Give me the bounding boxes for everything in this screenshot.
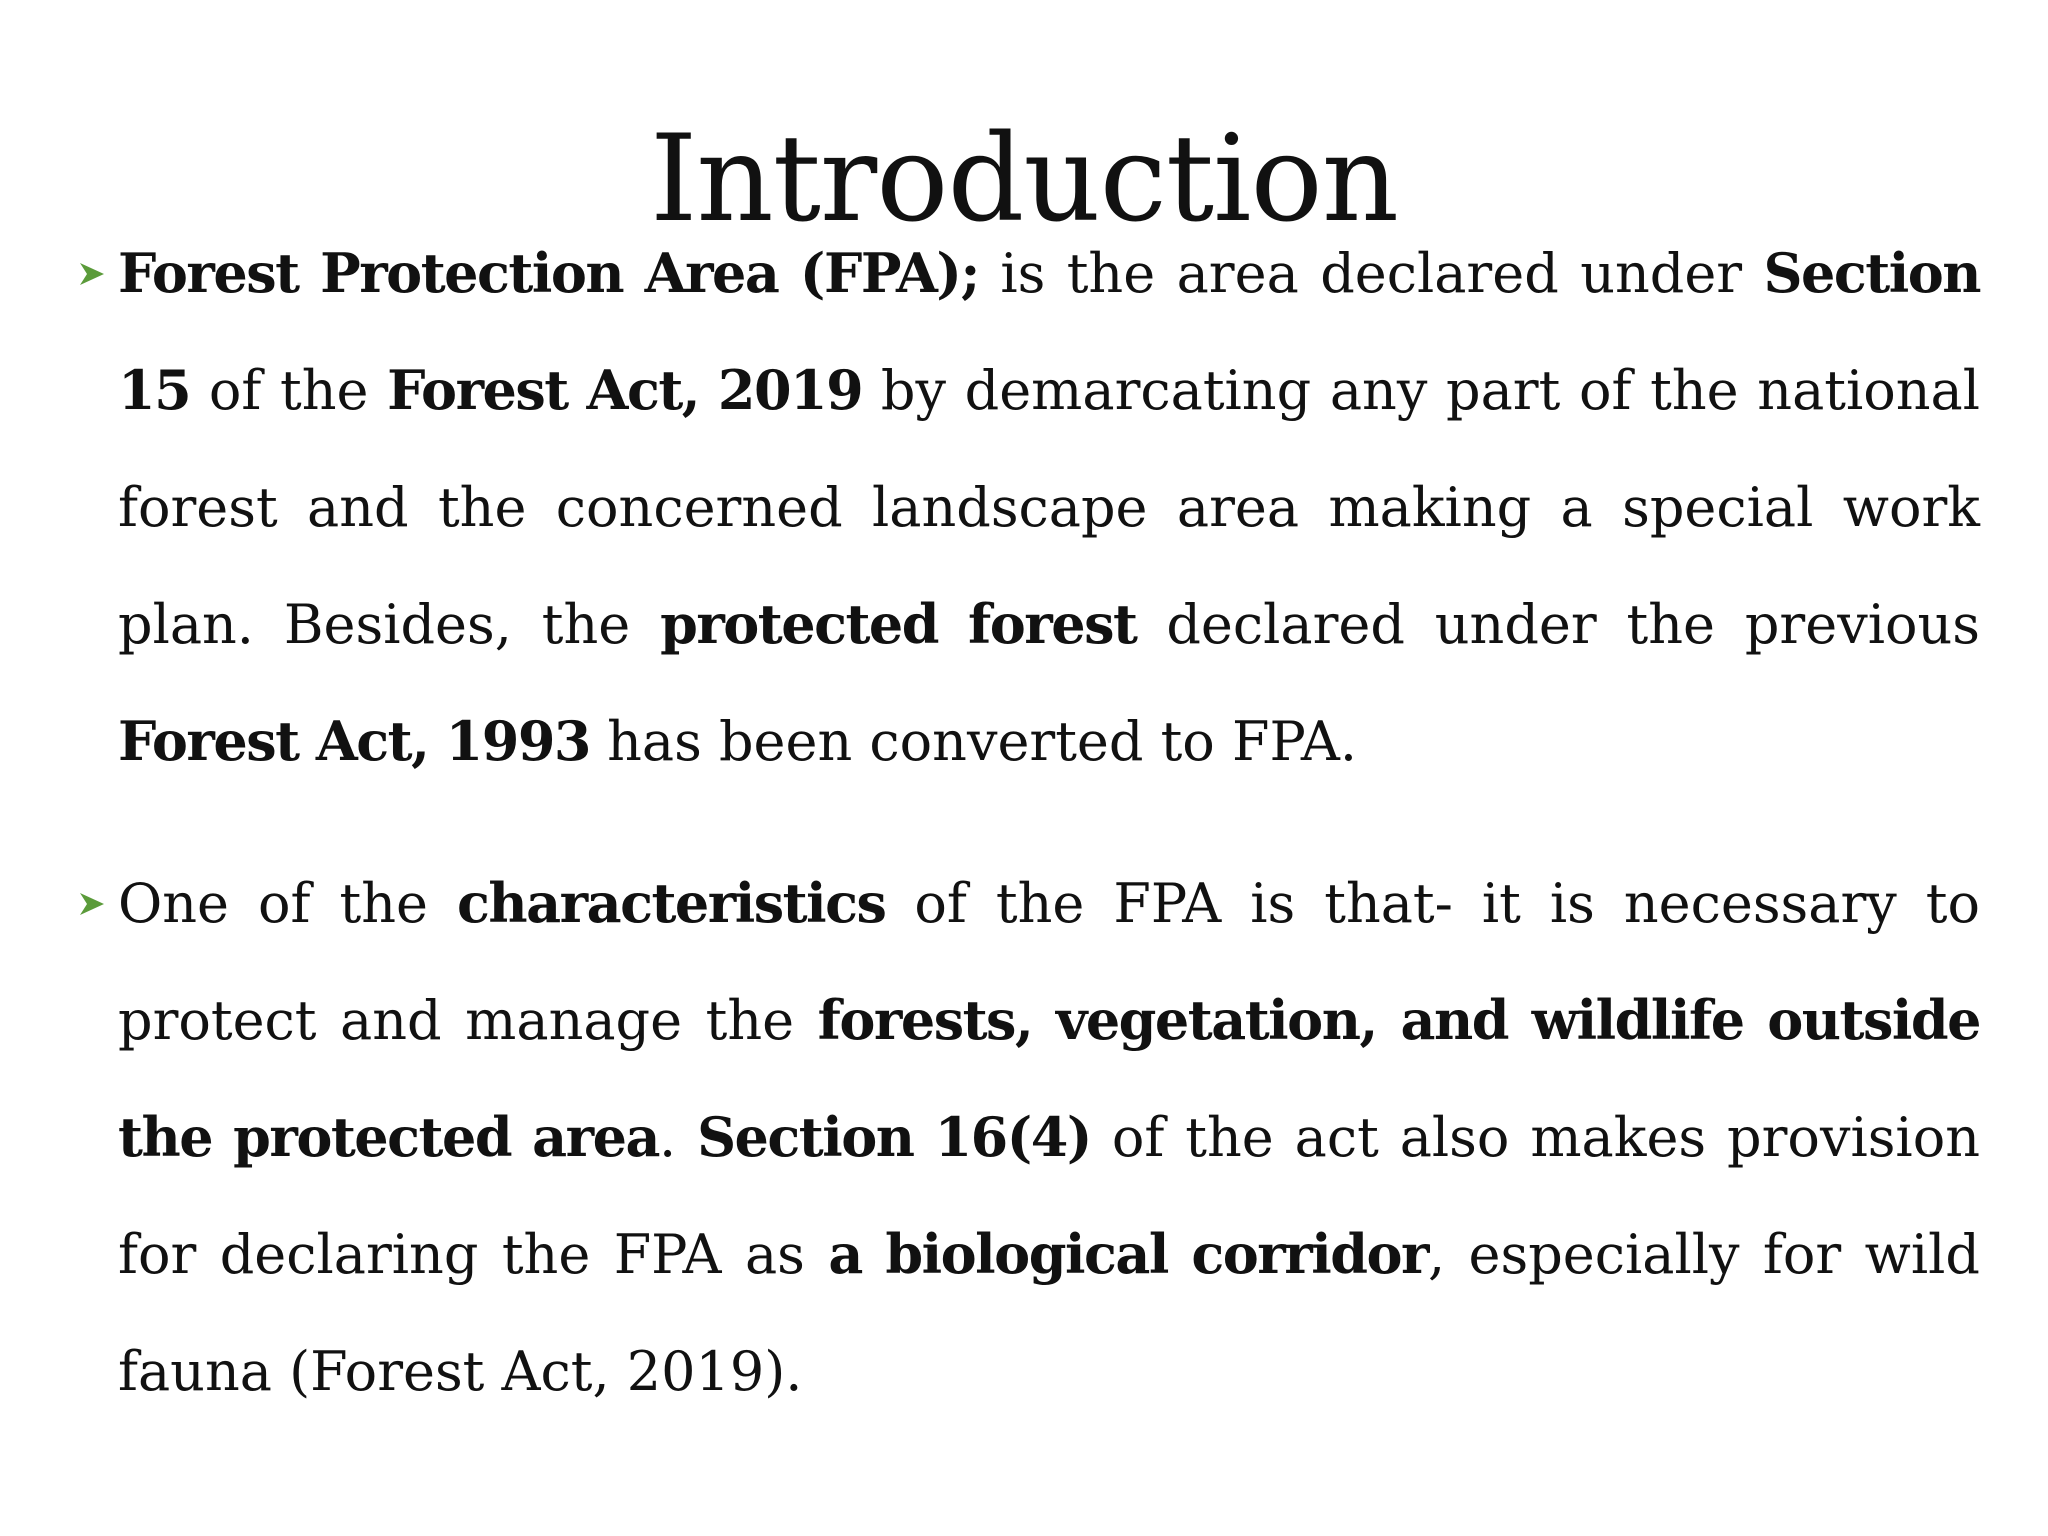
bullet-text [118, 872, 1980, 1403]
term-section-15: Section 15 [118, 241, 1980, 422]
text-segment: of the [190, 359, 388, 422]
arrowhead-bullet-icon [78, 261, 106, 287]
bullet-text [118, 242, 1980, 773]
text-segment: . [658, 1106, 698, 1169]
slide-title: Introduction [650, 110, 1398, 250]
text-segment: by demarcating any part of the national forest and the concerned landscape area making a special work plan. Besides, the [118, 359, 1980, 656]
term-section-16-4: Section 16(4) [697, 1105, 1091, 1169]
text-segment: has been converted to FPA. [589, 710, 1357, 773]
bullet-fpa-definition [118, 215, 1980, 800]
bullet-fpa-characteristics [118, 845, 1980, 1430]
text-segment: is the area declared under [978, 242, 1764, 305]
term-forest-act-1993: Forest Act, 1993 [118, 709, 590, 773]
term-forests-vegetation-wildlife: forests, vegetation, and wildlife outside the protected area [118, 988, 1980, 1169]
text-segment: of the act also makes provision for declaring the FPA as [118, 1106, 1980, 1286]
arrowhead-bullet-icon [78, 891, 106, 917]
text-segment: declared under the previous [1136, 593, 1980, 656]
text-segment: One of the [118, 872, 458, 935]
term-characteristics: characteristics [457, 871, 886, 935]
text-segment: , especially for wild fauna (Forest Act, 2019). [118, 1223, 1980, 1403]
term-biological-corridor: a biological corridor [828, 1222, 1428, 1286]
term-protected-forest: protected forest [660, 592, 1137, 656]
text-segment: of the FPA is that- it is necessary to protect and manage the [118, 872, 1980, 1052]
term-forest-protection-area: Forest Protection Area (FPA); [118, 241, 979, 305]
term-forest-act-2019: Forest Act, 2019 [387, 358, 863, 422]
